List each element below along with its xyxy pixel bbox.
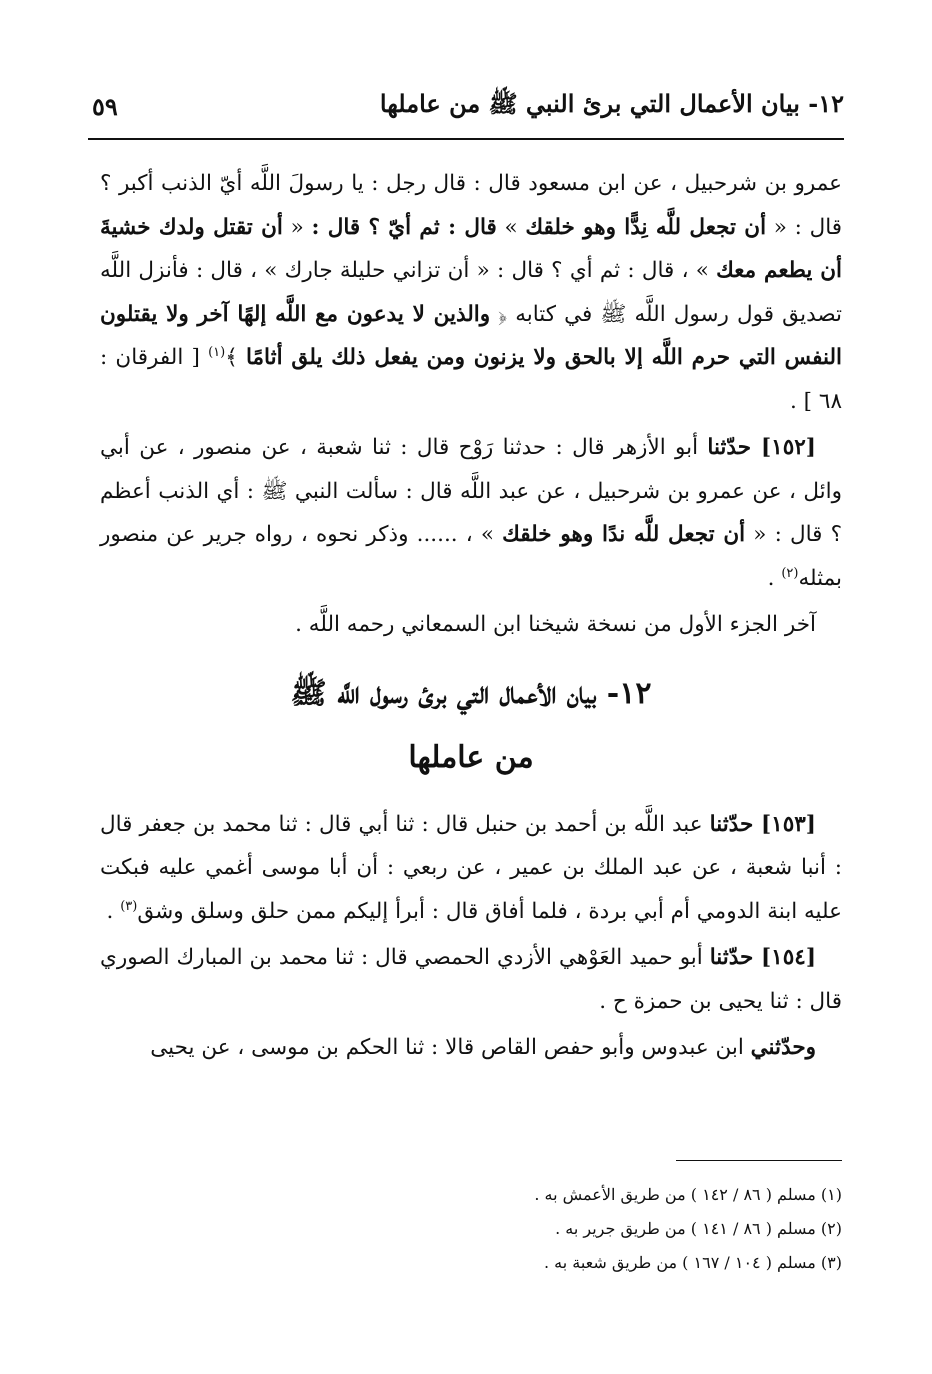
quran-quote: والذين لا يدعون مع اللَّه إلهًا آخر ولا يقتلون النفس التي حرم اللَّه إلا بالحق ولا يزنون ومن يفعل ذلك يلق أثامًا (100, 301, 842, 370)
footnote-ref-3: (٣) (120, 898, 138, 914)
hadith-154: [١٥٤] حدّثنا أبو حميد العَوْهي الأزدي الحمصي قال : ثنا محمد بن المبارك الصوري قال : ثنا يحيى بن حمزة ح . (100, 945, 842, 1014)
header-divider (88, 138, 844, 140)
chapter-heading: ١٢- بيان الأعمال التي برئ رسول اللَّه ﷺ (290, 675, 652, 711)
running-title: ١٢- بيان الأعمال التي برئ النبي ﷺ من عاملها (379, 88, 844, 118)
page-body (100, 162, 842, 1073)
footnotes (282, 1178, 842, 1280)
footnote-1: (١) مسلم ( ٨٦ / ١٤٢ ) من طريق الأعمش به . (534, 1185, 842, 1204)
footnote-2: (٢) مسلم ( ٨٦ / ١٤١ ) من طريق جرير به . (555, 1219, 842, 1238)
footnote-divider (676, 1160, 842, 1161)
paragraph-1: عمرو بن شرحبيل ، عن ابن مسعود قال : قال رجل : يا رسولَ اللَّه أيّ الذنب أكبر ؟ قال : « أن تجعل للَّه نِدًّا وهو خلقك » قال : ثم أيّ ؟ قال : « أن تقتل ولدك خشيةَ أن يطعم معك » ، قال : ثم أي ؟ قال : « أن تزاني حليلة جارك » ، قال : فأنزل اللَّه تصديق قول رسول اللَّه ﷺ في كتابه ﴿ والذين لا يدعون مع اللَّه إلهًا آخر ولا يقتلون النفس التي حرم اللَّه إلا بالحق ولا يزنون ومن يفعل ذلك يلق أثامًا ﴾$^{(١)}$ [ الفرقان : ٦٨ ] . (100, 171, 843, 414)
footnote-ref-2: (٢) (781, 565, 799, 581)
running-header (92, 84, 844, 128)
chapter-heading-line-2: من عاملها (408, 739, 534, 775)
hadith-154-chain: وحدّثني ابن عبدوس وأبو حفص القاص قالا : ثنا الحكم بن موسى ، عن يحيى (150, 1035, 816, 1060)
hadith-152: [١٥٢] حدّثنا أبو الأزهر قال : حدثنا رَوْح قال : ثنا شعبة ، عن منصور ، عن أبي وائل ، عن عمرو بن شرحبيل ، عن عبد اللَّه قال : سألت النبي ﷺ : أي الذنب أعظم ؟ قال : « أن تجعل للَّه ندًا وهو خلقك » ، ...... وذكر نحوه ، رواه جرير عن منصور بمثله$^{(٢)}$ . (100, 435, 842, 591)
hadith-153: [١٥٣] حدّثنا عبد اللَّه بن أحمد بن حنبل قال : ثنا أبي قال : ثنا محمد بن جعفر قال : أنبا شعبة ، عن عبد الملك بن عمير ، عن ربعي : أن أبا موسى أغمي عليه فبكت عليه ابنة الدومي أم أبي بردة ، فلما أفاق قال : أبرأ إليكم ممن حلق وسلق وشق$^{(٣)}$ . (100, 811, 842, 924)
volume-end-note: آخر الجزء الأول من نسخة شيخنا ابن السمعاني رحمه اللَّه . (295, 612, 816, 637)
footnote-ref-1: (١) (208, 344, 226, 360)
page-number: ٥٩ (92, 91, 118, 121)
footnote-3: (٣) مسلم ( ١٠٤ / ١٦٧ ) من طريق شعبة به . (543, 1253, 842, 1272)
